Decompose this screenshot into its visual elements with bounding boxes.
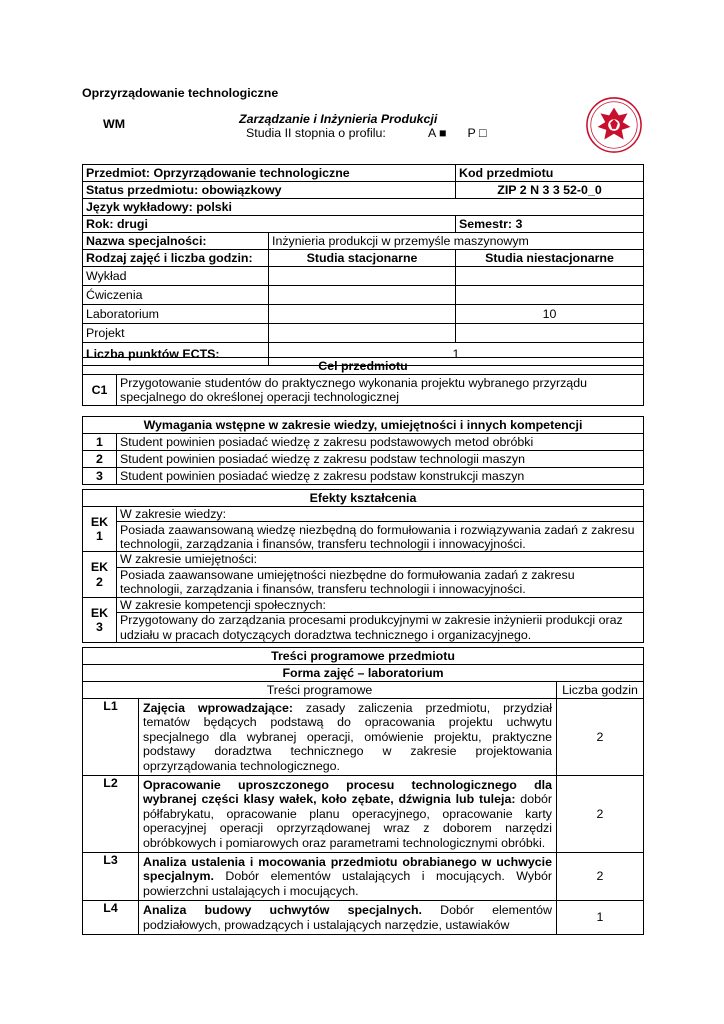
class-type: Wykład [83, 267, 269, 286]
study-year: Rok: drugi [83, 216, 456, 233]
content-code: L1 [83, 699, 139, 776]
content-text [139, 776, 557, 853]
nonstationary-header: Studia niestacjonarne [456, 250, 644, 267]
studies-label: Studia II stopnia o profilu: [246, 126, 386, 140]
profile-a: A ■ [428, 126, 447, 140]
effect-scope: W zakresie umiejętności: [117, 552, 644, 567]
content-body: Dobór elementów ustalających i mocujących. Wybór powierzchni ustalających i mocujących. [143, 869, 552, 898]
program-content-table [82, 647, 644, 935]
subject-name: Przedmiot: Oprzyrządowanie technologiczne [83, 165, 456, 182]
effect-code: EK 2 [83, 552, 117, 597]
content-code: L2 [83, 776, 139, 853]
class-hours-nonstationary: 10 [456, 305, 644, 324]
content-text [139, 901, 557, 935]
content-hours: 2 [557, 853, 644, 901]
content-hours: 2 [557, 699, 644, 776]
content-text [139, 699, 557, 776]
university-logo-icon [585, 96, 643, 154]
classes-label: Rodzaj zajęć i liczba godzin: [83, 250, 269, 267]
studies-line [246, 126, 486, 140]
specialization-label: Nazwa specjalności: [83, 233, 269, 250]
course-goal-table [82, 357, 644, 406]
content-hours: 1 [557, 901, 644, 935]
requirements-title: Wymagania wstępne w zakresie wiedzy, umiejętności i innych kompetencji [83, 417, 644, 434]
content-column-header: Treści programowe [83, 682, 557, 699]
class-hours-nonstationary [456, 286, 644, 305]
content-body: Dobór elementów podziałowych, prowadzących i ustalających narzędzie, ustawiaków [143, 903, 552, 932]
profile-p: P □ [467, 126, 487, 140]
effect-code: EK 3 [83, 597, 117, 642]
effect-text: Posiada zaawansowaną wiedzę niezbędną do formułowania i rozwiązywania zadań z zakresu technologii, zarządzania i finansów, transferu technologii i innowacyjności. [117, 522, 644, 552]
class-type: Ćwiczenia [83, 286, 269, 305]
class-type: Laboratorium [83, 305, 269, 324]
class-hours-stationary [269, 324, 456, 343]
requirement-number: 2 [83, 451, 117, 468]
learning-effects-table [82, 489, 644, 643]
class-type: Projekt [83, 324, 269, 343]
effect-scope: W zakresie kompetencji społecznych: [117, 597, 644, 612]
goal-title: Cel przedmiotu [83, 358, 644, 375]
content-text [139, 853, 557, 901]
requirement-text: Student powinien posiadać wiedzę z zakresu podstaw technologii maszyn [117, 451, 644, 468]
hours-column-header: Liczba godzin [557, 682, 644, 699]
field-of-study: Zarządzanie i Inżynieria Produkcji [239, 112, 438, 126]
goal-text: Przygotowanie studentów do praktycznego wykonania projektu wybranego przyrządu specjalnego do określonej operacji technologicznej [117, 375, 644, 406]
effects-title: Efekty kształcenia [83, 490, 644, 507]
class-hours-nonstationary [456, 267, 644, 286]
subject-code: ZIP 2 N 3 3 52-0_0 [456, 182, 644, 199]
goal-code: C1 [83, 375, 117, 406]
subject-info-table [82, 164, 644, 366]
content-heading: Zajęcia wprowadzające: [143, 701, 293, 715]
content-body: zasady zaliczenia przedmiotu, przydział tematów będących podstawą do opracowania projektu uchwytu specjalnego dla wybranej operacji, omówienie projektu, praktyczne podstawy doradztwa technicznego w zakresie projektowania oprzyrządowania technologicznego. [143, 701, 552, 773]
content-form: Forma zajęć – laboratorium [83, 665, 644, 682]
class-hours-stationary [269, 267, 456, 286]
effect-code: EK 1 [83, 507, 117, 552]
requirement-number: 3 [83, 468, 117, 485]
lecture-language: Język wykładowy: polski [83, 199, 644, 216]
stationary-header: Studia stacjonarne [269, 250, 456, 267]
effect-text: Posiada zaawansowane umiejętności niezbędne do formułowania zadań z zakresu technologii, zarządzania i finansów, transferu technologii i innowacyjności. [117, 567, 644, 597]
effect-scope: W zakresie wiedzy: [117, 507, 644, 522]
content-heading: Analiza ustalenia i mocowania przedmiotu obrabianego w uchwycie specjalnym. [143, 855, 552, 884]
content-title: Treści programowe przedmiotu [83, 648, 644, 665]
semester: Semestr: 3 [456, 216, 644, 233]
class-hours-stationary [269, 286, 456, 305]
ects-value: 1 [269, 343, 644, 366]
content-heading: Opracowanie uproszczonego procesu technologicznego dla wybranej części klasy wałek, koło zębate, dźwignia lub tuleja: [143, 778, 552, 807]
document-title: Oprzyrządowanie technologiczne [82, 86, 279, 100]
requirement-number: 1 [83, 434, 117, 451]
requirement-text: Student powinien posiadać wiedzę z zakresu podstaw konstrukcji maszyn [117, 468, 644, 485]
faculty-label: WM [103, 117, 126, 131]
class-hours-stationary [269, 305, 456, 324]
subject-status: Status przedmiotu: obowiązkowy [83, 182, 456, 199]
specialization-value: Inżynieria produkcji w przemyśle maszynowym [269, 233, 644, 250]
ects-label: Liczba punktów ECTS: [83, 343, 269, 366]
content-body: dobór półfabrykatu, opracowanie planu operacyjnego, opracowanie karty operacyjnej operacji oprzyrządowanej wraz z doborem narzędzi obróbkowych i pomiarowych oraz parametrami technologicznymi obróbki. [143, 792, 552, 850]
content-code: L3 [83, 853, 139, 901]
content-code: L4 [83, 901, 139, 935]
content-hours: 2 [557, 776, 644, 853]
requirements-table [82, 416, 644, 485]
content-heading: Analiza budowy uchwytów specjalnych. [143, 903, 422, 918]
requirement-text: Student powinien posiadać wiedzę z zakresu podstawowych metod obróbki [117, 434, 644, 451]
effect-text: Przygotowany do zarządzania procesami produkcyjnymi w zakresie inżynierii produkcji oraz udziału w pracach dotyczących doradztwa technicznego i organizacyjnego. [117, 613, 644, 643]
class-hours-nonstationary [456, 324, 644, 343]
code-label: Kod przedmiotu [456, 165, 644, 182]
